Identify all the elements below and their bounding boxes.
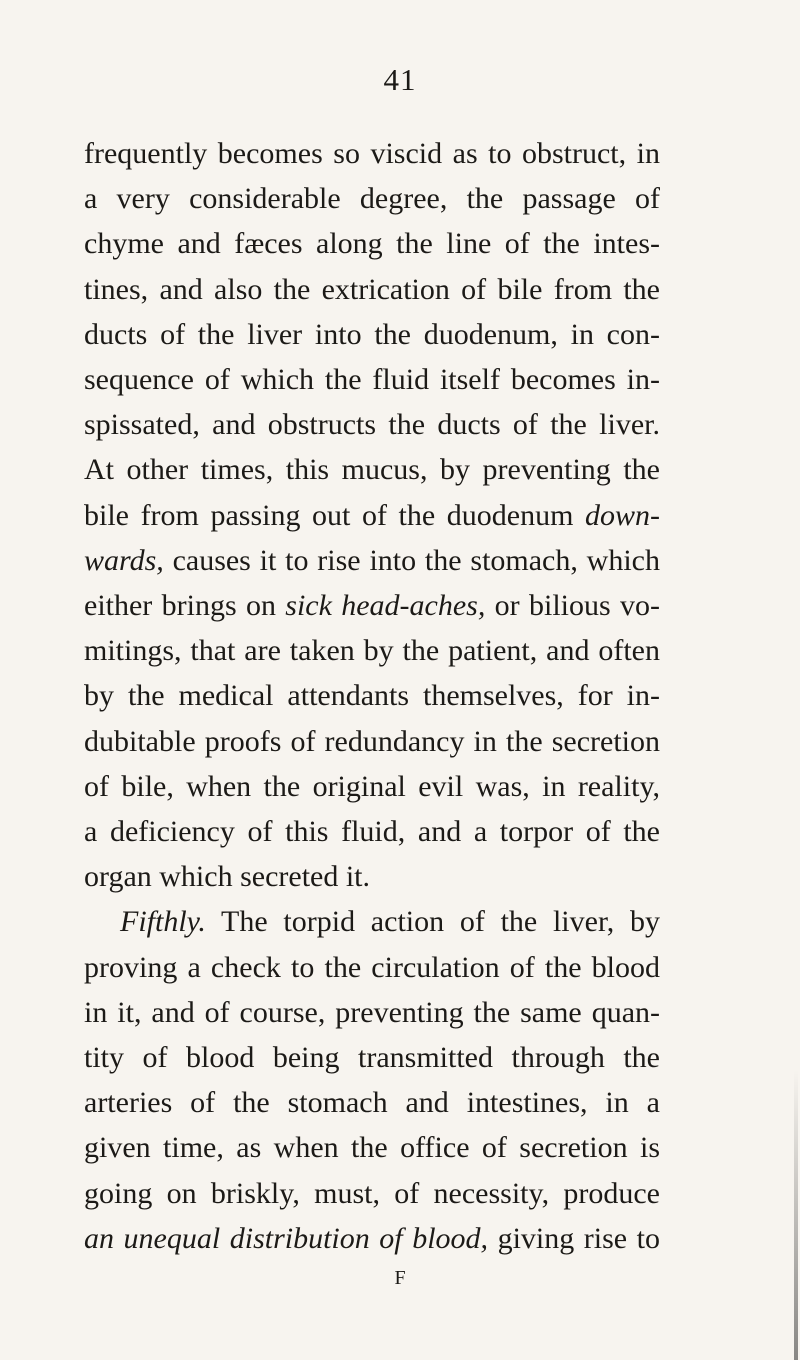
text-segment: a very considerable degree, the passage of xyxy=(84,182,660,216)
text-line xyxy=(84,944,660,992)
page-number: 41 xyxy=(383,62,417,97)
text-line xyxy=(84,627,660,675)
text-segment: by the medical attendants themselves, for in- xyxy=(84,679,660,713)
text-segment: of bile, when the original evil was, in reality, xyxy=(84,769,660,803)
text-segment: a deficiency of this fluid, and a torpor of the xyxy=(84,815,660,848)
text-segment: sequence of which the fluid itself becomes in- xyxy=(84,363,660,396)
text-line xyxy=(84,989,660,1037)
text-segment: dubitable proofs of redundancy in the secretion xyxy=(84,724,660,758)
text-line xyxy=(84,1170,660,1218)
text-segment: proving a check to the circulation of the blood xyxy=(84,950,660,984)
text-line xyxy=(84,401,660,449)
text-segment: bile from passing out of the duodenum xyxy=(84,498,585,532)
text-segment: causes it to rise into the stomach, which xyxy=(163,543,660,577)
text-segment: tines, and also the extrication of bile from the xyxy=(84,272,660,306)
italic-text: Fifthly. xyxy=(120,905,206,939)
text-segment: chyme and fæces along the line of the intes- xyxy=(84,227,660,261)
text-segment: arteries of the stomach and intestines, in a xyxy=(84,1086,660,1120)
signature-mark: F xyxy=(394,1267,406,1289)
text-segment: either brings on xyxy=(84,589,286,622)
text-line xyxy=(84,220,660,268)
text-line xyxy=(84,492,660,540)
italic-text: an unequal distribution of blood, xyxy=(84,1221,489,1255)
text-line xyxy=(84,853,660,901)
text-segment: mitings, that are taken by the patient, and often xyxy=(84,634,660,668)
text-segment: given time, as when the office of secretion is xyxy=(84,1131,660,1165)
text-line xyxy=(84,672,660,720)
text-line xyxy=(84,446,660,494)
text-line xyxy=(84,537,660,585)
text-segment: spissated, and obstructs the ducts of the liver. xyxy=(84,408,660,442)
text-line xyxy=(84,1124,660,1172)
text-line xyxy=(84,1079,660,1127)
text-segment: tity of blood being transmitted through the xyxy=(84,1041,660,1074)
text-line xyxy=(84,763,660,811)
text-line xyxy=(84,130,660,178)
text-line xyxy=(120,898,660,946)
text-line xyxy=(84,582,660,630)
text-line xyxy=(84,266,660,314)
text-segment: organ which secreted it. xyxy=(84,860,371,894)
text-line xyxy=(84,356,660,404)
text-line xyxy=(84,1215,660,1263)
text-line xyxy=(84,175,660,223)
page-edge-shadow xyxy=(794,1070,798,1360)
text-line xyxy=(84,808,660,856)
text-segment: The torpid action of the liver, by xyxy=(205,905,660,939)
italic-text: wards, xyxy=(84,543,164,577)
italic-text: sick head-aches, xyxy=(285,589,486,622)
italic-text: down- xyxy=(585,498,660,532)
text-segment: in it, and of course, preventing the same quan- xyxy=(84,995,660,1029)
text-segment: or bilious vo- xyxy=(485,589,660,622)
text-line xyxy=(84,311,660,359)
text-segment: At other times, this mucus, by preventing the xyxy=(84,453,660,487)
text-segment: giving rise to xyxy=(488,1221,660,1255)
text-segment: ducts of the liver into the duodenum, in con- xyxy=(84,317,660,351)
text-line xyxy=(84,718,660,766)
text-segment: frequently becomes so viscid as to obstruct, in xyxy=(84,137,660,170)
text-line xyxy=(84,1034,660,1082)
text-segment: going on briskly, must, of necessity, produce xyxy=(84,1176,660,1210)
